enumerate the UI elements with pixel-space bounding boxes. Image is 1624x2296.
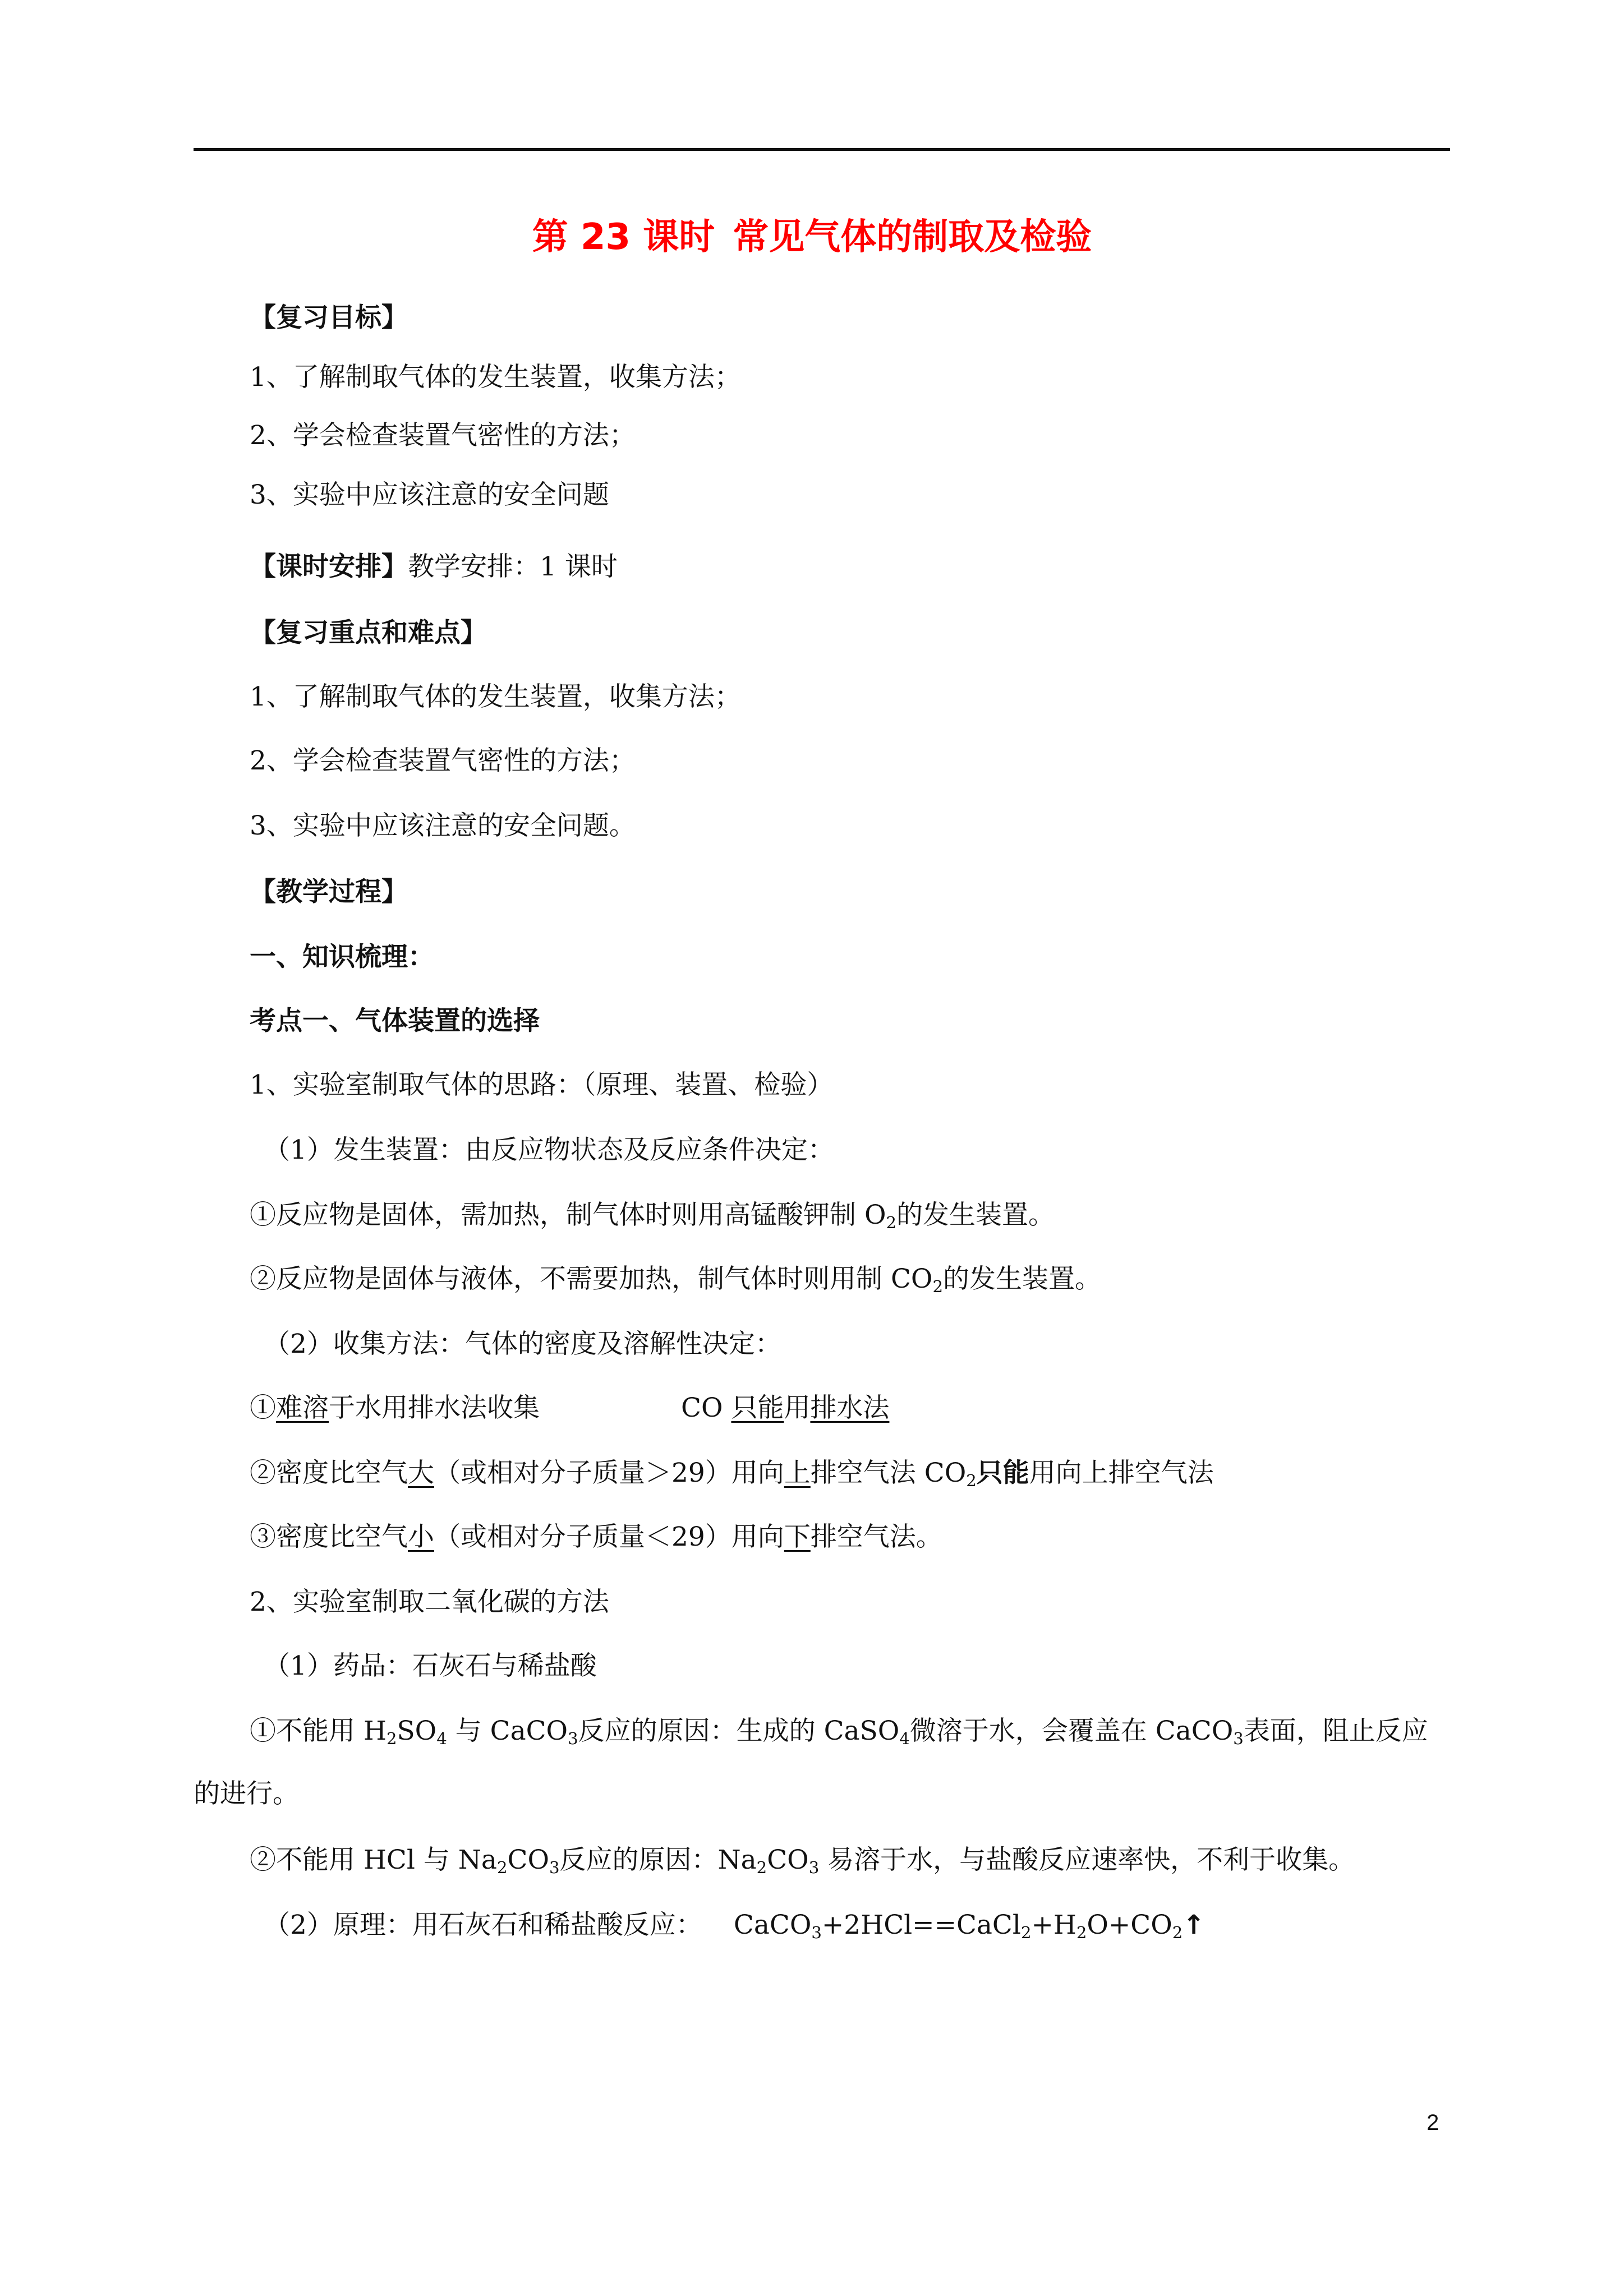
key-points-heading: 【复习重点和难点】 (250, 617, 487, 648)
lesson-topic: 常见气体的制取及检验 (733, 216, 1092, 258)
schedule-text: 教学安排：1 课时 (408, 551, 618, 582)
schedule-line (250, 547, 618, 587)
approach-line: 1、实验室制取气体的思路：（原理、装置、检验） (250, 1069, 834, 1100)
schedule-heading: 【课时安排】 (250, 551, 408, 582)
reason-na2co3: ②不能用 HCl 与 $Na_2CO_3$反应的原因：$Na_2CO_3$ 易溶于水，与盐酸反应速率快，不利于收集。 (250, 1845, 1355, 1878)
page-title (0, 212, 1624, 262)
reaction-equation: $CaCO_3+2HCl==CaCl_2+H_2O+CO_2↑$ (733, 1910, 1205, 1943)
section-knowledge: 一、知识梳理： (250, 942, 434, 972)
key-point-2: 2、学会检查装置气密性的方法； (250, 745, 636, 776)
principle-line: （2）原理：用石灰石和稀盐酸反应： $CaCO_3+2HCl==CaCl_2+H_2O+CO_2↑$ (264, 1910, 1205, 1943)
collect-line: （2）收集方法：气体的密度及溶解性决定： (264, 1329, 781, 1359)
drugs-line: （1）药品：石灰石与稀盐酸 (264, 1650, 597, 1681)
review-goal-3: 3、实验中应该注意的安全问题 (250, 480, 609, 510)
collect-water: ①难溶于水用排水法收集 CO 只能用排水法 (250, 1393, 890, 1423)
generator-solid-heat: ①反应物是固体，需加热，制气体时则用高锰酸钾制 $O_2$的发生装置。 (250, 1200, 1055, 1233)
lesson-number: 第 23 课时 (532, 216, 715, 258)
exam-point-1: 考点一、气体装置的选择 (250, 1006, 540, 1036)
key-point-1: 1、了解制取气体的发生装置，收集方法； (250, 681, 741, 712)
generator-solid-liquid: ②反应物是固体与液体，不需要加热，制气体时则用制 $CO_2$的发生装置。 (250, 1264, 1101, 1297)
page-number: 2 (1427, 2110, 1439, 2135)
process-heading: 【教学过程】 (250, 877, 408, 907)
reason-h2so4: ①不能用 $H_2SO_4$ 与 CaCO$_3$反应的原因：生成的 CaSO$_4$微溶于水，会覆盖在 CaCO$_3$表面，阻止反应 (250, 1716, 1428, 1749)
generator-line: （1）发生装置：由反应物状态及反应条件决定： (264, 1135, 834, 1165)
collect-upward-air: ②密度比空气大（或相对分子质量＞29）用向上排空气法 $CO_2$只能用向上排空气法 (250, 1458, 1214, 1491)
reason-h2so4-continued: 的进行。 (194, 1778, 299, 1809)
key-point-3: 3、实验中应该注意的安全问题。 (250, 810, 636, 841)
co2-method-heading: 2、实验室制取二氧化碳的方法 (250, 1587, 609, 1617)
collect-downward-air: ③密度比空气小（或相对分子质量＜29）用向下排空气法。 (250, 1522, 942, 1552)
header-rule (194, 148, 1450, 151)
review-goals-heading: 【复习目标】 (250, 302, 408, 333)
review-goal-1: 1、了解制取气体的发生装置，收集方法； (250, 362, 741, 393)
review-goal-2: 2、学会检查装置气密性的方法； (250, 420, 636, 451)
